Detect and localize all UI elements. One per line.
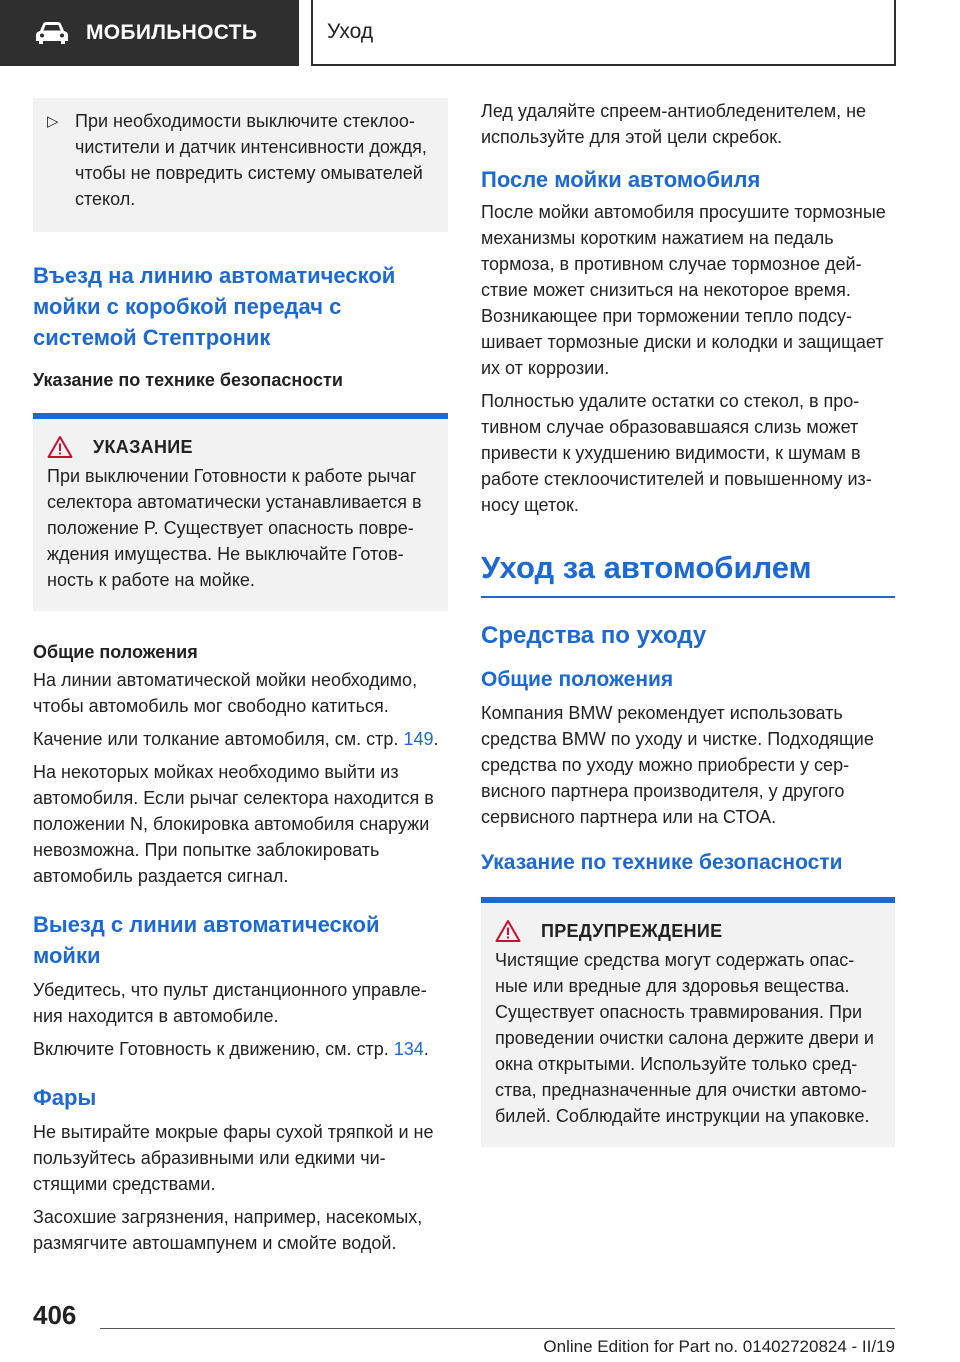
paragraph-bmw-products: Компания BMW рекомендует использовать средства BMW по уходу и чистке. Подходящие средства по уходу можно приобрести у сервисного партнера производителя, у другого сервисного партнера или на СТОА. xyxy=(481,703,874,827)
warning-triangle-icon xyxy=(47,435,73,459)
heading-vehicle-care: Уход за автомобилем xyxy=(481,548,895,598)
paragraph-remote: Убедитесь, что пульт дистанционного управления находится в автомобиле. xyxy=(33,980,427,1026)
heading-car-wash-entry: Въезд на линию автоматической мойки с коробкой передач с системой Стептроник xyxy=(33,263,396,350)
page-number: 406 xyxy=(33,1300,77,1330)
paragraph-rolling: На линии автоматической мойки необходимо, чтобы автомобиль мог свободно катиться. xyxy=(33,670,418,716)
paragraph-pushing-text: Качение или толкание автомобиля, см. стр. xyxy=(33,729,404,749)
section-label: МОБИЛЬНОСТЬ xyxy=(86,21,258,44)
paragraph-pushing: Качение или толкание автомобиля, см. стр. 149. xyxy=(33,729,439,749)
paragraph-glass: Полностью удалите остатки со стекол, в противном случае образовавшаяся слизь может привести к ухудшению видимости, к шумам в работе стеклоочистителей и повышенному износу щеток. xyxy=(481,391,872,515)
page-link-134[interactable]: 134 xyxy=(393,1039,424,1059)
heading-after-wash: После мойки автомобиля xyxy=(481,167,761,192)
right-column xyxy=(481,98,895,1147)
notice-header xyxy=(47,435,434,459)
heading-safety-right: Указание по технике безопасности xyxy=(481,851,843,874)
warning-header xyxy=(495,919,881,943)
warning-text: Чистящие средства могут содержать опасные или вредные для здоровья вещества. Существует опасность травмирования. При проведении очистки салона держите двери и окна открытыми. Используйте только средства, предназначенные для очистки автомобилей. Соблюдайте инструкции на упаковке. xyxy=(495,950,874,1126)
page-link-149[interactable]: 149 xyxy=(403,729,434,749)
edition-info: Online Edition for Part no. 01402720824 - II/19 xyxy=(543,1337,895,1356)
notice-text: При выключении Готовности к работе рычаг селектора автоматически устанавливается в положение P. Существует опасность повреждения имущества. Не выключайте Готовность к работе на мойке. xyxy=(47,466,422,590)
paragraph-ready-text: Включите Готовность к движению, см. стр. xyxy=(33,1039,394,1059)
heading-car-wash-exit: Выезд с линии автоматической мойки xyxy=(33,912,380,968)
heading-care-products: Средства по уходу xyxy=(481,622,707,649)
paragraph-brakes: После мойки автомобиля просушите тормозные механизмы коротким нажатием на педаль тормоза, в противном случае тормозное действие может снизиться на некоторое время. Возникающее при торможении тепло подсушивает тормозные диски и колодки и защищает их от коррозии. xyxy=(481,202,886,378)
warning-box xyxy=(481,897,895,1147)
paragraph-ready: Включите Готовность к движению, см. стр. 134. xyxy=(33,1039,429,1059)
triangle-right-icon: ▷ xyxy=(47,113,59,130)
section-tab xyxy=(0,0,299,66)
chapter-title: Уход xyxy=(327,20,374,43)
paragraph-ice: Лед удаляйте спреем-антиобледенителем, не используйте для этой цели скребок. xyxy=(481,101,867,147)
paragraph-headlights-insects: Засохшие загрязнения, например, насекомых, размягчите автошампунем и смойте водой. xyxy=(33,1207,423,1253)
left-column xyxy=(33,98,448,1263)
heading-safety: Указание по технике безопасности xyxy=(33,370,343,390)
notice-title: УКАЗАНИЕ xyxy=(93,436,193,457)
paragraph-exit-car: На некоторых мойках необходимо выйти из автомобиля. Если рычаг селектора находится в положении N, блокировка автомобиля снаружи невозможна. При попытке заблокировать автомобиль раздается сигнал. xyxy=(33,762,434,886)
page-footer xyxy=(0,1296,960,1362)
heading-general: Общие положения xyxy=(33,642,198,662)
warning-triangle-icon xyxy=(495,919,521,943)
notice-box xyxy=(33,413,448,611)
chapter-title-box xyxy=(311,0,896,66)
paragraph-headlights-wipe: Не вытирайте мокрые фары сухой тряпкой и не пользуйтесь абразивными или едкими чистящими средствами. xyxy=(33,1122,434,1194)
page-header xyxy=(0,0,960,66)
heading-general-right: Общие положения xyxy=(481,668,674,691)
heading-headlights: Фары xyxy=(33,1085,97,1110)
note-text: При необходимости выключите стеклоочистители и датчик интенсивности дождя, чтобы не повредить систему омывателей стекол. xyxy=(75,111,427,209)
footer-divider xyxy=(100,1328,895,1329)
note-box xyxy=(33,98,448,232)
car-icon xyxy=(34,20,70,46)
warning-title: ПРЕДУПРЕЖДЕНИЕ xyxy=(541,920,723,941)
